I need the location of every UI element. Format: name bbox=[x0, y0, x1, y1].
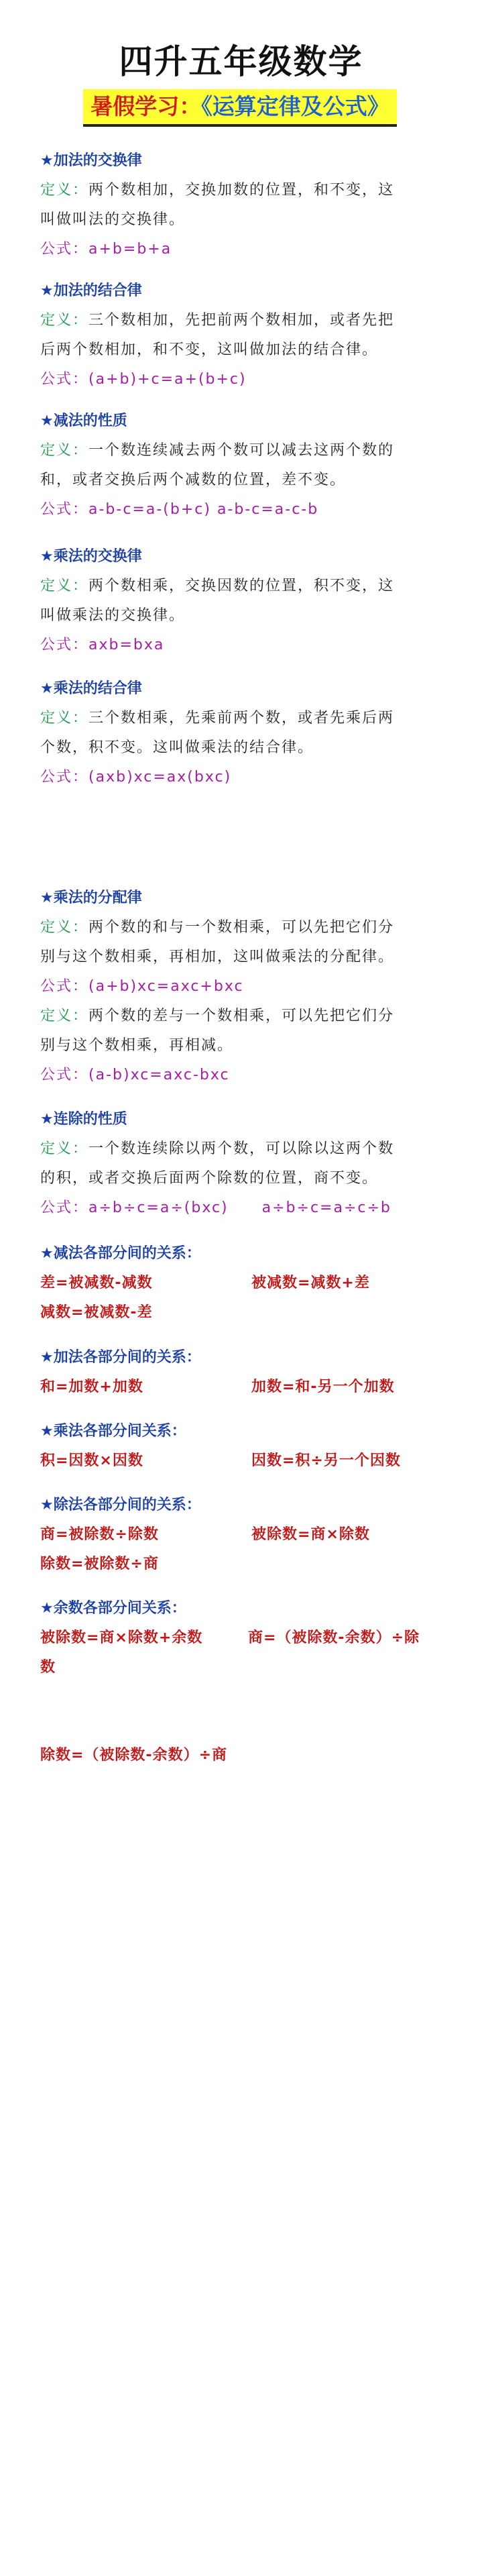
section-add-commutative bbox=[40, 146, 442, 264]
relation: 积=因数×因数 bbox=[40, 1452, 143, 1469]
formula: (a+b)xc=axc+bxc bbox=[88, 978, 244, 995]
definition-label: 定义： bbox=[40, 1008, 89, 1024]
definition-text: 叫做乘法的交换律。 bbox=[40, 607, 186, 624]
section-remainder-relations bbox=[40, 1594, 442, 1682]
formula-label: 公式： bbox=[40, 978, 89, 995]
definition-text: 后两个数相加，和不变，这叫做加法的结合律。 bbox=[40, 341, 379, 358]
formula: a÷b÷c=a÷(bxc) bbox=[88, 1199, 229, 1216]
relation: 被减数=减数+差 bbox=[251, 1275, 370, 1291]
section-mul-commutative bbox=[40, 542, 442, 660]
definition-label: 定义： bbox=[40, 312, 89, 329]
section-sub-relations bbox=[40, 1239, 442, 1328]
definition-label: 定义： bbox=[40, 578, 89, 594]
relation: 商=被除数÷除数 bbox=[40, 1526, 159, 1543]
relation-continued: 数 bbox=[40, 1659, 56, 1676]
definition-text: 个数，积不变。这叫做乘法的结合律。 bbox=[40, 739, 314, 756]
definition-text: 两个数相加，交换加数的位置，和不变，这 bbox=[88, 182, 395, 199]
definition-text: 的积，或者交换后面两个除数的位置，商不变。 bbox=[40, 1170, 379, 1187]
relation: 加数=和-另一个加数 bbox=[251, 1379, 395, 1395]
section-add-associative bbox=[40, 276, 442, 394]
section-add-relations bbox=[40, 1343, 442, 1402]
definition-text: 别与这个数相乘，再相加，这叫做乘法的分配律。 bbox=[40, 949, 395, 965]
definition-text: 别与这个数相乘，再相减。 bbox=[40, 1037, 234, 1054]
relation: 和=加数+加数 bbox=[40, 1379, 143, 1395]
section-div-property bbox=[40, 1105, 442, 1223]
banner-prefix: 暑假学习： bbox=[91, 93, 202, 119]
definition-label: 定义： bbox=[40, 442, 89, 459]
page-title: 四升五年级数学 bbox=[119, 42, 363, 81]
definition-label: 定义： bbox=[40, 919, 89, 936]
section-heading: ★减法各部分间的关系： bbox=[40, 1245, 201, 1262]
formula: (a-b)xc=axc-bxc bbox=[88, 1067, 230, 1083]
definition-label: 定义： bbox=[40, 182, 89, 199]
formula: a+b=b+a bbox=[88, 241, 172, 258]
formula-label: 公式： bbox=[40, 501, 89, 518]
section-heading: ★减法的性质 bbox=[40, 413, 127, 429]
relation: 被除数=商×除数+余数 bbox=[40, 1629, 203, 1646]
formula-label: 公式： bbox=[40, 637, 89, 653]
relation: 商=（被除数-余数）÷除 bbox=[248, 1629, 420, 1646]
definition-text: 两个数的差与一个数相乘，可以先把它们分 bbox=[88, 1008, 395, 1024]
formula-label: 公式： bbox=[40, 1067, 89, 1083]
relation: 除数=（被除数-余数）÷商 bbox=[40, 1747, 227, 1764]
definition-text: 和，或者交换后两个减数的位置，差不变。 bbox=[40, 472, 347, 488]
relation: 被除数=商×除数 bbox=[251, 1526, 370, 1543]
definition-text: 一个数连续减去两个数可以减去这两个数的 bbox=[88, 442, 395, 459]
formula: axb=bxa bbox=[88, 637, 165, 653]
relation: 差=被减数-减数 bbox=[40, 1275, 153, 1291]
section-heading: ★乘法的交换律 bbox=[40, 548, 142, 565]
section-div-relations bbox=[40, 1491, 442, 1579]
section-sub-property bbox=[40, 407, 442, 525]
section-mul-relations bbox=[40, 1417, 442, 1476]
definition-label: 定义： bbox=[40, 710, 89, 727]
definition-text: 两个数相乘，交换因数的位置，积不变，这 bbox=[88, 578, 395, 594]
section-heading: ★加法各部分间的关系： bbox=[40, 1349, 201, 1366]
relation: 除数=被除数÷商 bbox=[40, 1556, 159, 1572]
formula: a-b-c=a-(b+c) a-b-c=a-c-b bbox=[88, 501, 319, 518]
section-heading: ★加法的交换律 bbox=[40, 152, 142, 169]
definition-text: 三个数相乘，先乘前两个数，或者先乘后两 bbox=[88, 710, 395, 727]
relation: 因数=积÷另一个因数 bbox=[251, 1452, 401, 1469]
section-heading: ★除法各部分间的关系： bbox=[40, 1497, 201, 1513]
formula-label: 公式： bbox=[40, 241, 89, 258]
definition-label: 定义： bbox=[40, 1140, 89, 1157]
definition-text: 一个数连续除以两个数，可以除以这两个数 bbox=[88, 1140, 395, 1157]
section-heading: ★乘法各部分间关系： bbox=[40, 1423, 186, 1440]
section-heading: ★余数各部分间关系： bbox=[40, 1600, 186, 1617]
relation: 减数=被减数-差 bbox=[40, 1304, 153, 1321]
section-mul-distributive bbox=[40, 883, 442, 1090]
section-remainder-relations-extra bbox=[40, 1741, 442, 1770]
section-mul-associative bbox=[40, 674, 442, 792]
section-heading: ★乘法的结合律 bbox=[40, 680, 142, 697]
formula: a÷b÷c=a÷c÷b bbox=[261, 1199, 391, 1216]
definition-text: 两个数的和与一个数相乘，可以先把它们分 bbox=[88, 919, 395, 936]
definition-text: 三个数相加，先把前两个数相加，或者先把 bbox=[88, 312, 395, 329]
subtitle-banner bbox=[83, 89, 397, 127]
banner-topic: 《运算定律及公式》 bbox=[201, 93, 389, 119]
formula: (a+b)+c=a+(b+c) bbox=[88, 371, 247, 388]
section-heading: ★连除的性质 bbox=[40, 1111, 127, 1128]
formula-label: 公式： bbox=[40, 769, 89, 786]
section-heading: ★加法的结合律 bbox=[40, 282, 142, 299]
formula: (axb)xc=ax(bxc) bbox=[88, 769, 232, 786]
definition-text: 叫做叫法的交换律。 bbox=[40, 211, 186, 228]
formula-label: 公式： bbox=[40, 1199, 89, 1216]
formula-label: 公式： bbox=[40, 371, 89, 388]
section-heading: ★乘法的分配律 bbox=[40, 890, 142, 906]
